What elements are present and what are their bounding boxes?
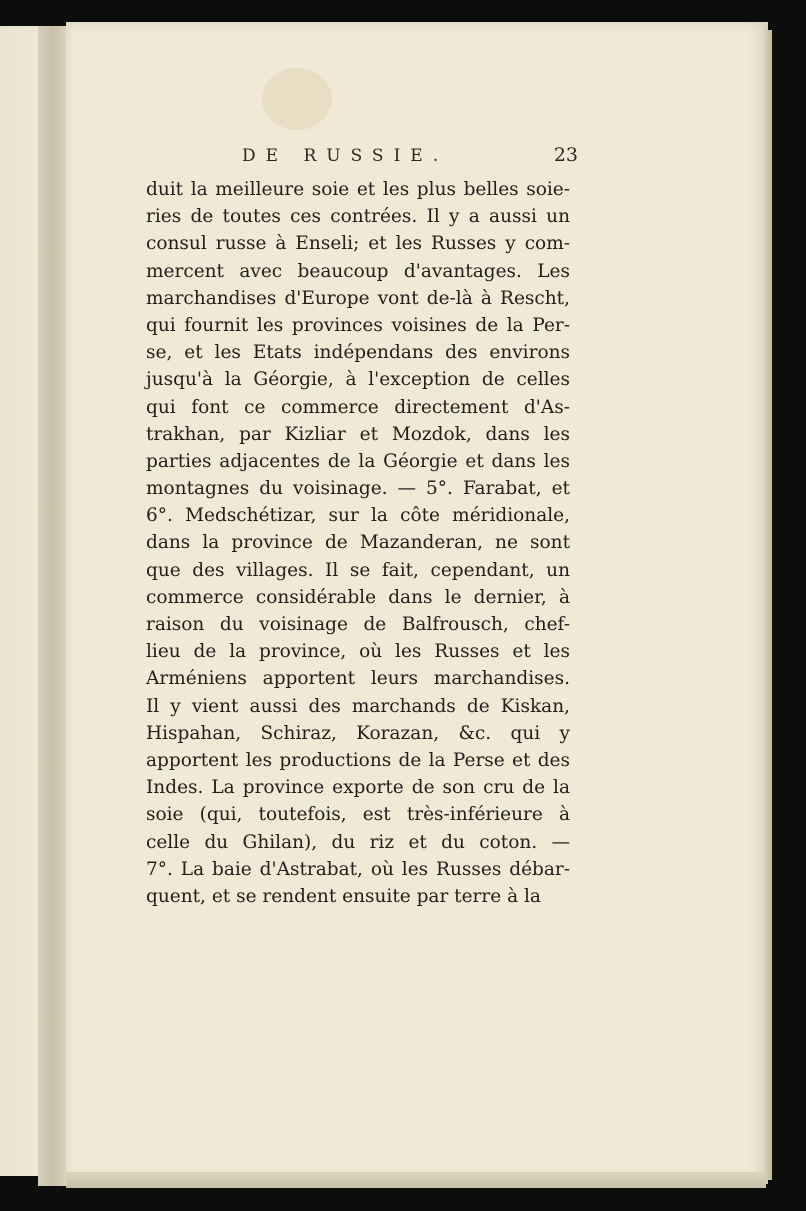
text-line: montagnes du voisinage. — 5°. Farabat, et <box>146 478 570 500</box>
page-number: 23 <box>553 144 578 166</box>
text-line: Arméniens apportent leurs marchandises. <box>146 668 570 690</box>
text-line: qui fournit les provinces voisines de la Per- <box>146 314 570 336</box>
text-line: consul russe à Enseli; et les Russes y com- <box>146 233 570 255</box>
text-line: ries de toutes ces contrées. Il y a aussi un <box>146 206 570 228</box>
text-line: 6°. Medschétizar, sur la côte méridionale, <box>146 505 570 527</box>
text-line: que des villages. Il se fait, cependant, un <box>146 559 570 581</box>
text-line: quent, et se rendent ensuite par terre à la <box>146 885 541 907</box>
text-line: commerce considérable dans le dernier, à <box>146 586 570 608</box>
page-bottom-edge <box>66 1172 766 1188</box>
text-line: Hispahan, Schiraz, Korazan, &c. qui y <box>146 722 570 744</box>
text-line: parties adjacentes de la Géorgie et dans les <box>146 450 570 472</box>
text-line: raison du voisinage de Balfrousch, chef- <box>146 614 570 635</box>
text-line: Il y vient aussi des marchands de Kiskan, <box>146 695 570 717</box>
text-line: duit la meilleure soie et les plus belles soie- <box>146 179 570 200</box>
text-line: Indes. La province exporte de son cru de la <box>146 777 570 799</box>
text-line: dans la province de Mazanderan, ne sont <box>146 532 570 554</box>
text-line: trakhan, par Kizliar et Mozdok, dans les <box>146 423 570 445</box>
text-line: lieu de la province, où les Russes et les <box>146 641 570 663</box>
running-head <box>150 142 578 172</box>
text-line: soie (qui, toutefois, est très-inférieure à <box>146 804 570 826</box>
body-text <box>146 176 570 910</box>
text-line: qui font ce commerce directement d'As- <box>146 396 570 418</box>
text-line: se, et les Etats indépendans des environs <box>146 342 570 364</box>
text-line: 7°. La baie d'Astrabat, où les Russes débar- <box>146 858 570 880</box>
text-line: celle du Ghilan), du riz et du coton. — <box>146 831 570 853</box>
page-right-edge <box>762 30 772 1180</box>
text-line: mercent avec beaucoup d'avantages. Les <box>146 260 570 282</box>
paper-stain <box>262 68 332 130</box>
running-head-title: DE RUSSIE. <box>242 146 449 166</box>
text-line: jusqu'à la Géorgie, à l'exception de celles <box>146 369 570 391</box>
text-line: apportent les productions de la Perse et des <box>146 749 570 771</box>
text-line: marchandises d'Europe vont de-là à Rescht, <box>146 287 570 309</box>
